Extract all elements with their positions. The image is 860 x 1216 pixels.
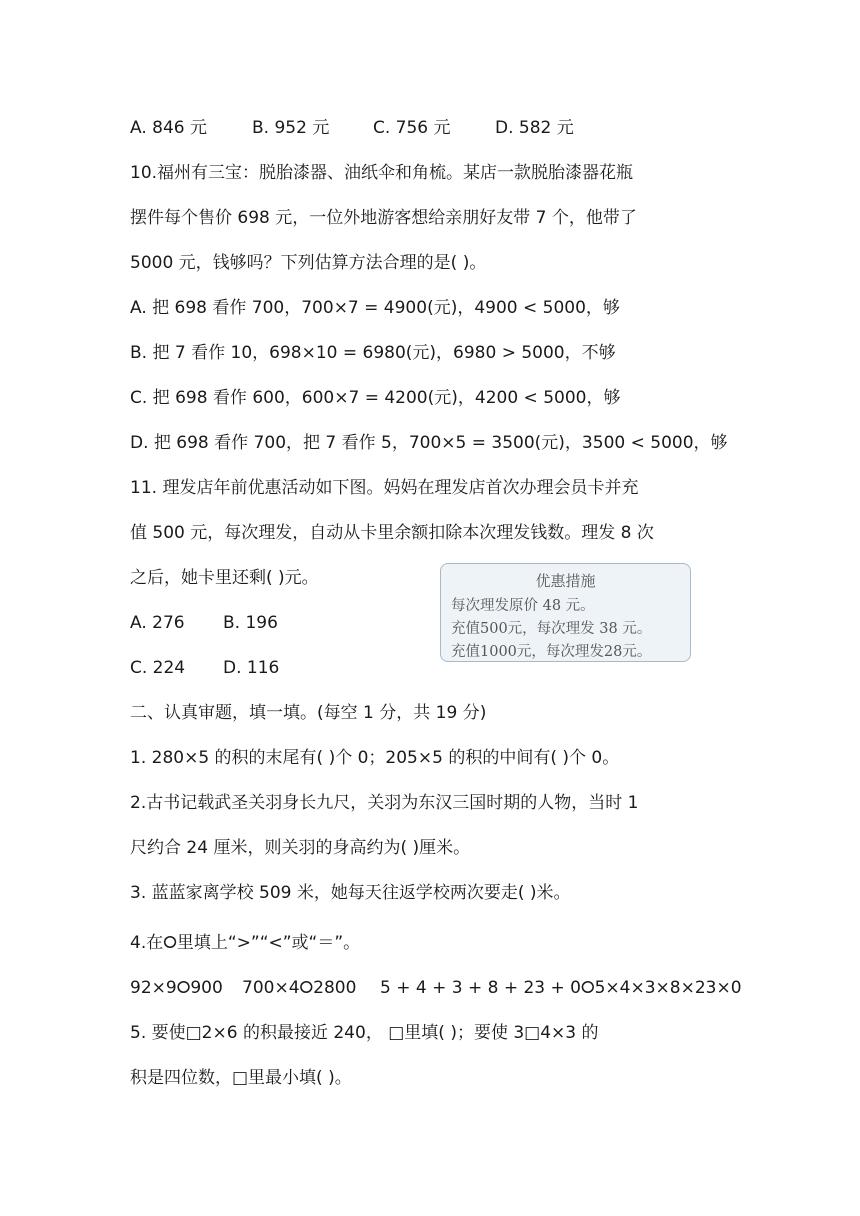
circle-icon[interactable]: ⭘	[176, 978, 191, 998]
s2-question-2-line-2: 尺约合 24 厘米，则关羽的身高约为( )厘米。	[130, 838, 471, 858]
q9-option-d: D. 582 元	[495, 118, 574, 138]
s2-question-4	[130, 931, 360, 955]
promo-line-3: 充值1000元，每次理发28元。	[451, 644, 652, 660]
q11-options-row-1	[130, 611, 278, 635]
q11-option-d: D. 116	[223, 658, 280, 678]
q11-option-c: C. 224	[130, 658, 186, 678]
q4-expr-1-left: 92×9	[130, 978, 177, 998]
promo-line-1: 每次理发原价 48 元。	[451, 598, 595, 614]
promo-card	[440, 563, 691, 662]
s2-question-5-line-1: 5. 要使□2×6 的积最接近 240， □里填( )；要使 3□4×3 的	[130, 1023, 599, 1043]
q4-expr-2	[242, 976, 356, 1000]
q9-option-c: C. 756 元	[373, 118, 451, 138]
q11-options-row-2	[130, 656, 280, 680]
q10-text-line-3: 5000 元，钱够吗？下列估算方法合理的是( )。	[130, 253, 487, 273]
q11-option-b: B. 196	[223, 613, 278, 633]
q4-prefix: 4.在	[130, 933, 164, 953]
section-2-heading: 二、认真审题，填一填。(每空 1 分，共 19 分)	[130, 703, 487, 723]
q4-expr-2-left: 700×4	[242, 978, 300, 998]
s2-question-2-line-1: 2.古书记载武圣关羽身长九尺，关羽为东汉三国时期的人物，当时 1	[130, 793, 639, 813]
q10-option-c: C. 把 698 看作 600，600×7 = 4200(元)，4200 < 5000，够	[130, 388, 621, 408]
q4-expr-1-right: 900	[190, 978, 223, 998]
q4-expr-3	[380, 976, 742, 1000]
q10-option-d: D. 把 698 看作 700，把 7 看作 5，700×5 = 3500(元)，3500 < 5000，够	[130, 433, 728, 453]
q11-text-line-2: 值 500 元，每次理发，自动从卡里余额扣除本次理发钱数。理发 8 次	[130, 523, 654, 543]
s2-question-1: 1. 280×5 的积的末尾有( )个 0；205×5 的积的中间有( )个 0。	[130, 748, 620, 768]
s2-question-3: 3. 蓝蓝家离学校 509 米，她每天往返学校两次要走( )米。	[130, 883, 571, 903]
q11-text-line-3: 之后，她卡里还剩( )元。	[130, 568, 319, 588]
q10-text-line-2: 摆件每个售价 698 元，一位外地游客想给亲朋好友带 7 个，他带了	[130, 208, 637, 228]
q4-suffix: 里填上“>”“<”或“＝”。	[176, 933, 361, 953]
q11-option-a: A. 276	[130, 613, 185, 633]
q10-option-b: B. 把 7 看作 10，698×10 = 6980(元)，6980 > 5000，不够	[130, 343, 616, 363]
q9-options-row	[130, 116, 574, 140]
promo-title: 优惠措施	[535, 572, 596, 590]
s2-question-5-line-2: 积是四位数，□里最小填( )。	[130, 1068, 352, 1088]
circle-icon: ⭘	[163, 933, 177, 953]
circle-icon[interactable]: ⭘	[580, 978, 595, 998]
q4-expr-3-left: 5 + 4 + 3 + 8 + 23 + 0	[380, 978, 581, 998]
q10-text-line-1: 10.福州有三宝：脱胎漆器、油纸伞和角梳。某店一款脱胎漆器花瓶	[130, 163, 634, 183]
q10-option-a: A. 把 698 看作 700，700×7 = 4900(元)，4900 < 5000，够	[130, 298, 620, 318]
q4-expr-2-right: 2800	[313, 978, 357, 998]
s2-question-4-expressions	[130, 976, 742, 1000]
circle-icon[interactable]: ⭘	[299, 978, 314, 998]
q11-text-line-1: 11. 理发店年前优惠活动如下图。妈妈在理发店首次办理会员卡并充	[130, 478, 639, 498]
promo-line-2: 充值500元，每次理发 38 元。	[451, 621, 652, 637]
q4-expr-3-right: 5×4×3×8×23×0	[594, 978, 742, 998]
q9-option-b: B. 952 元	[252, 118, 330, 138]
q4-expr-1	[130, 978, 223, 998]
q9-option-a: A. 846 元	[130, 118, 207, 138]
